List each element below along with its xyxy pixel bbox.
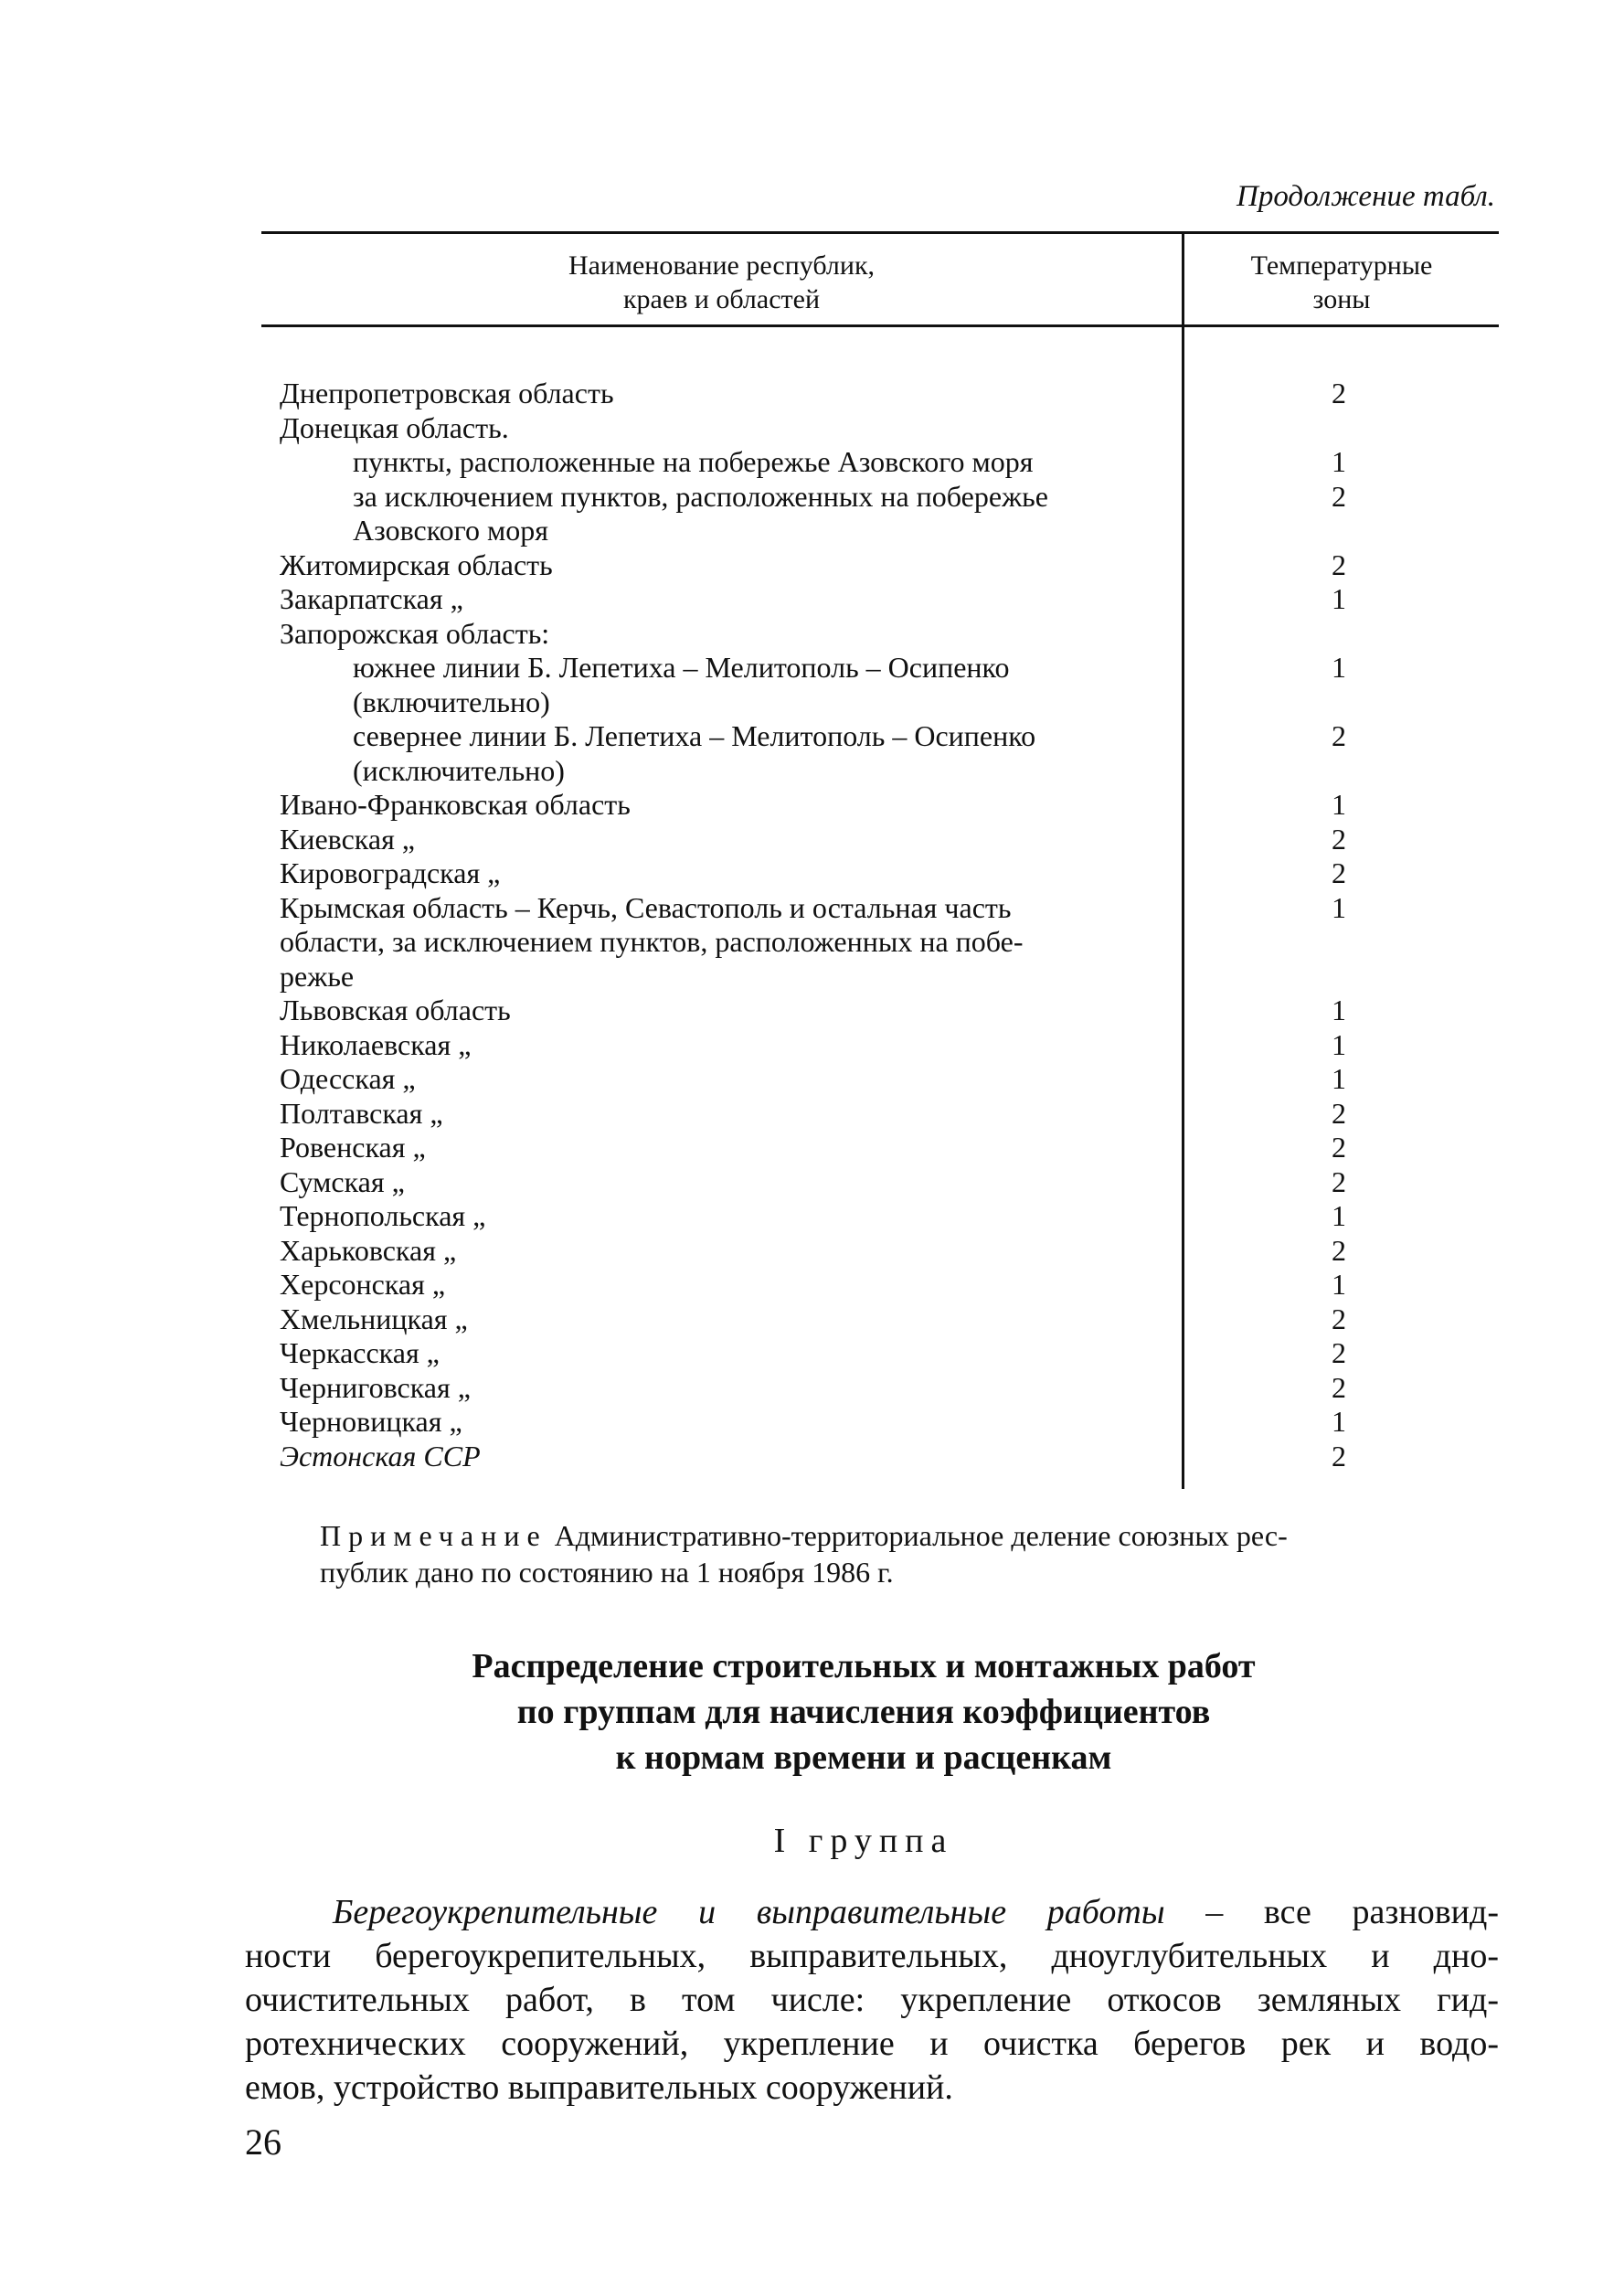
temperature-zone: 1	[1332, 994, 1346, 1026]
table-row	[0, 1268, 1624, 1302]
group-title: I группа	[773, 1822, 954, 1860]
table-row	[0, 1165, 1624, 1199]
note-line2: публик дано по состоянию на 1 ноября 1986 г.	[320, 1556, 894, 1589]
page-number: 26	[245, 2121, 281, 2163]
table-row	[0, 925, 1624, 959]
header-col2-line2: зоны	[1312, 284, 1371, 314]
table-body	[0, 377, 1624, 1473]
table-row	[0, 377, 1624, 410]
region-name: Крымская область – Керчь, Севастополь и остальная часть	[280, 890, 1012, 924]
temperature-zone: 1	[1332, 1405, 1346, 1438]
temperature-zone: 2	[1332, 856, 1346, 889]
region-name: Сумская „	[280, 1164, 405, 1198]
body-italic-lead: Берегоукрепительные и выправительные работы	[333, 1893, 1165, 1931]
region-name: Черниговская „	[280, 1370, 471, 1404]
temperature-zone: 2	[1332, 1336, 1346, 1369]
body-line-4: ротехнических сооружений, укрепление и очистка берегов рек и водо-	[245, 2025, 1499, 2063]
header-col1-line1: Наименование республик,	[568, 250, 876, 281]
table-header-rule	[261, 324, 1499, 327]
section-heading	[320, 1643, 1407, 1781]
table-row	[0, 1062, 1624, 1096]
temperature-zone: 2	[1332, 377, 1346, 409]
table-row	[0, 856, 1624, 890]
note	[320, 1517, 1499, 1590]
temperature-zone: 1	[1332, 445, 1346, 478]
region-name: режье	[280, 959, 355, 993]
region-name: пункты, расположенные на побережье Азовского моря	[353, 445, 1034, 478]
table-row	[0, 1028, 1624, 1062]
table-row	[0, 686, 1624, 719]
header-col2-line1: Температурные	[1250, 250, 1433, 281]
temperature-zone: 2	[1332, 547, 1346, 581]
temperature-zone: 2	[1332, 822, 1346, 856]
region-name: Азовского моря	[353, 514, 548, 547]
table-row	[0, 1371, 1624, 1405]
region-name: Николаевская „	[280, 1027, 472, 1061]
temperature-zone: 1	[1332, 1268, 1346, 1301]
table-row	[0, 1131, 1624, 1164]
table-row	[0, 651, 1624, 685]
region-name: Львовская область	[280, 994, 511, 1026]
region-name: области, за исключением пунктов, расположенных на побе-	[280, 925, 1024, 958]
region-name: Эстонская ССР	[280, 1439, 481, 1472]
region-name: Запорожская область:	[280, 616, 550, 650]
region-name: Ровенская „	[280, 1131, 426, 1164]
heading-line3: к нормам времени и расценкам	[615, 1738, 1112, 1777]
table-row	[0, 1234, 1624, 1268]
table-row	[0, 548, 1624, 582]
region-name: Донецкая область.	[280, 410, 509, 444]
temperature-zone: 2	[1332, 1131, 1346, 1164]
table-header-col1	[261, 249, 1182, 316]
table-top-rule	[261, 231, 1499, 234]
body-line-5: емов, устройство выправительных сооружений.	[245, 2068, 953, 2107]
temperature-zone: 2	[1332, 1439, 1346, 1472]
body-paragraph	[245, 1890, 1499, 2110]
note-text: Административно-территориальное деление союзных рес-	[554, 1519, 1288, 1552]
temperature-zone: 2	[1332, 1302, 1346, 1335]
table-row	[0, 754, 1624, 788]
note-lead: Примечание	[320, 1519, 547, 1552]
temperature-zone: 1	[1332, 1027, 1346, 1061]
region-name: Киевская „	[280, 822, 415, 856]
note-line1	[320, 1517, 1499, 1554]
region-name: южнее линии Б. Лепетиха – Мелитополь – Осипенко	[353, 651, 1010, 684]
region-name: за исключением пунктов, расположенных на побережье	[353, 479, 1048, 513]
body-line-3: очистительных работ, в том числе: укрепление откосов земляных гид-	[245, 1981, 1499, 2019]
region-name: Закарпатская „	[280, 582, 463, 615]
body-line-2: ности берегоукрепительных, выправительных, дноуглубительных и дно-	[245, 1937, 1499, 1975]
heading-line2: по группам для начисления коэффициентов	[516, 1693, 1211, 1731]
table-row	[0, 582, 1624, 616]
region-name: Черновицкая „	[280, 1405, 462, 1438]
table-row	[0, 719, 1624, 753]
table-row	[0, 823, 1624, 856]
temperature-zone: 2	[1332, 1370, 1346, 1404]
region-name: Житомирская область	[280, 547, 553, 581]
body-line-1	[245, 1890, 1499, 1934]
region-name: севернее линии Б. Лепетиха – Мелитополь – Осипенко	[353, 719, 1036, 752]
region-name: Черкасская „	[280, 1336, 440, 1369]
temperature-zone: 2	[1332, 1096, 1346, 1130]
table-row	[0, 1440, 1624, 1473]
heading-line1: Распределение строительных и монтажных работ	[472, 1647, 1256, 1685]
table-row	[0, 1405, 1624, 1439]
region-name: Херсонская „	[280, 1268, 446, 1301]
region-name: Тернопольская „	[280, 1199, 486, 1232]
table-row	[0, 1336, 1624, 1370]
temperature-zone: 2	[1332, 1164, 1346, 1198]
table-row	[0, 960, 1624, 994]
region-name: Полтавская „	[280, 1096, 443, 1130]
temperature-zone: 1	[1332, 788, 1346, 821]
temperature-zone: 2	[1332, 1233, 1346, 1267]
region-name: Харьковская „	[280, 1233, 457, 1267]
region-name: Кировоградская „	[280, 856, 501, 889]
continuation-label: Продолжение табл.	[1237, 180, 1495, 213]
temperature-zone: 1	[1332, 890, 1346, 924]
region-name: Ивано-Франковская область	[280, 788, 631, 821]
table-row	[0, 994, 1624, 1027]
table-row	[0, 788, 1624, 822]
header-col1-line2: краев и областей	[622, 284, 821, 314]
temperature-zone: 1	[1332, 1062, 1346, 1095]
table-row	[0, 411, 1624, 445]
table-row	[0, 891, 1624, 925]
temperature-zone: 1	[1332, 651, 1346, 684]
table-row	[0, 1199, 1624, 1233]
temperature-zone: 1	[1332, 1199, 1346, 1232]
region-name: (включительно)	[353, 685, 550, 718]
region-name: Хмельницкая „	[280, 1302, 468, 1335]
table-row	[0, 480, 1624, 514]
table-row	[0, 1097, 1624, 1131]
table-row	[0, 514, 1624, 547]
table-row	[0, 445, 1624, 479]
table-row	[0, 617, 1624, 651]
region-name: (исключительно)	[353, 753, 565, 787]
table-header-col2	[1184, 249, 1499, 316]
body-line1-rest: – все разновид-	[1164, 1893, 1499, 1931]
temperature-zone: 1	[1332, 582, 1346, 615]
region-name: Днепропетровская область	[280, 377, 614, 409]
region-name: Одесская „	[280, 1062, 416, 1095]
temperature-zone: 2	[1332, 719, 1346, 752]
table-row	[0, 1302, 1624, 1336]
temperature-zone: 2	[1332, 479, 1346, 513]
